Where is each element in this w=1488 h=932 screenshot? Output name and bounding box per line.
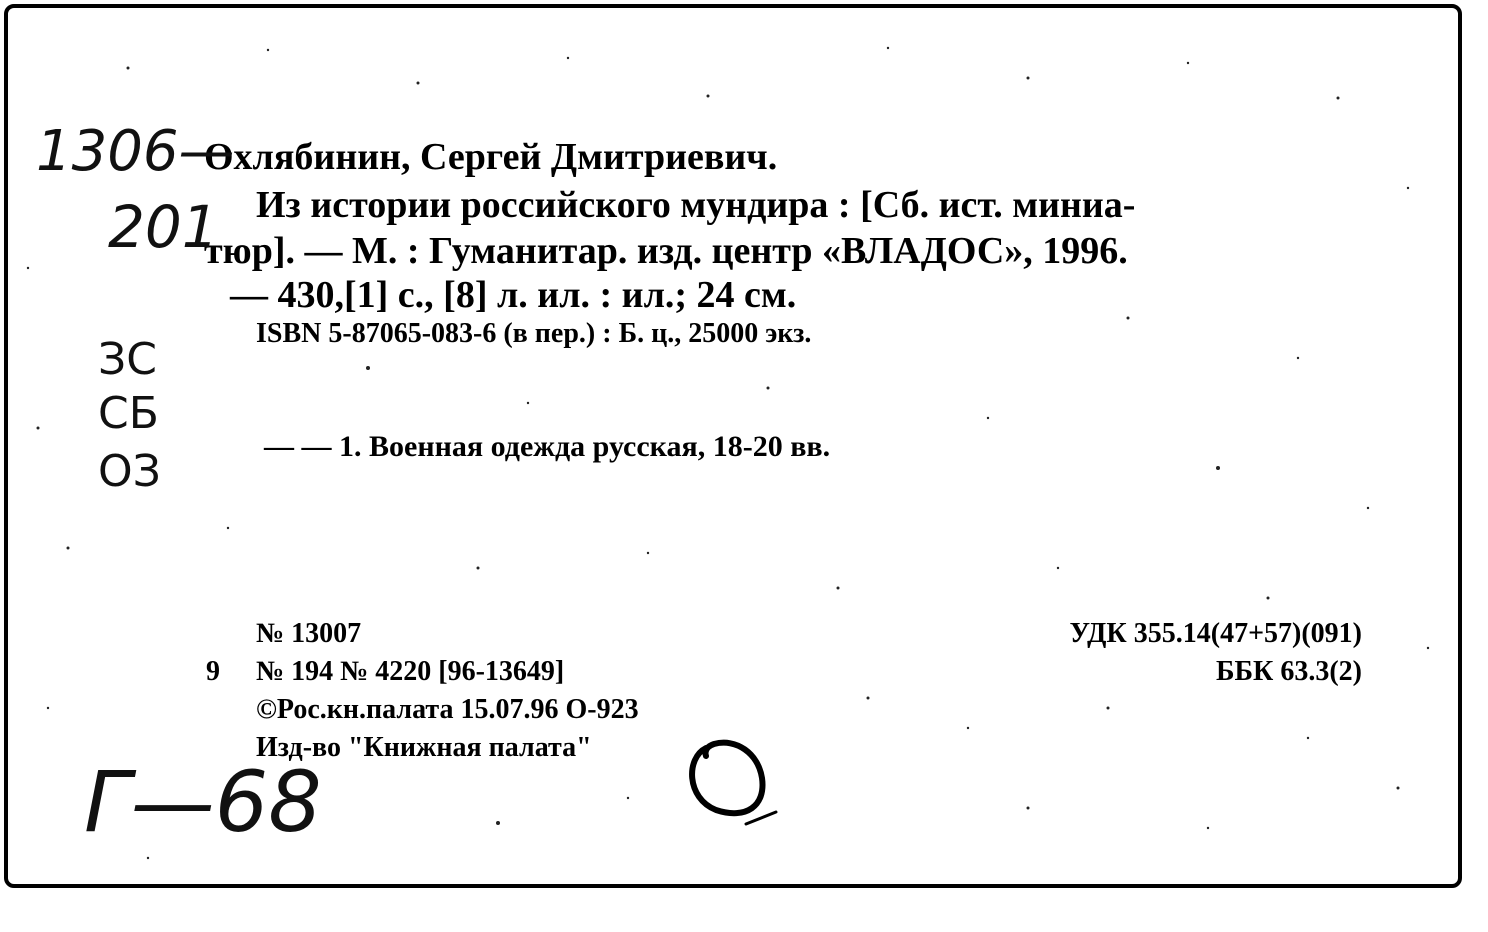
title-line-3: — 430,[1] с., [8] л. ил. : ил.; 24 см. (230, 274, 797, 316)
handwritten-side-mark-2: СБ (98, 388, 159, 439)
handwritten-side-mark-3: ОЗ (98, 446, 161, 497)
handwritten-bottom-code: Г—68 (84, 753, 322, 851)
title-line-2: тюр]. — М. : Гуманитар. изд. центр «ВЛАДОС», 1996. (204, 230, 1128, 272)
card-number: № 13007 (256, 618, 362, 649)
author-heading: Охлябинин, Сергей Дмитриевич. (204, 136, 778, 178)
handwritten-top-number: 1306— (36, 119, 235, 184)
registration-numbers: № 194 № 4220 [96-13649] (256, 656, 565, 687)
subject-line: — — 1. Военная одежда русская, 18-20 вв. (264, 430, 831, 463)
handwritten-second-number: 201 (108, 193, 219, 261)
copyright-line: ©Рос.кн.палата 15.07.96 О-923 (256, 694, 639, 725)
bbk-code: ББК 63.3(2) (1216, 656, 1362, 687)
number-prefix: 9 (206, 656, 220, 687)
hand-drawn-loop-mark (676, 728, 796, 838)
catalog-card (4, 4, 1462, 888)
udk-code: УДК 355.14(47+57)(091) (1069, 618, 1362, 649)
isbn-line: ISBN 5-87065-083-6 (в пер.) : Б. ц., 25000 экз. (256, 318, 812, 349)
handwritten-side-mark-1: ЗС (98, 334, 157, 385)
publisher-line: Изд-во "Книжная палата" (256, 732, 592, 763)
title-line-1: Из истории российского мундира : [Сб. ист. миниа- (256, 184, 1136, 226)
